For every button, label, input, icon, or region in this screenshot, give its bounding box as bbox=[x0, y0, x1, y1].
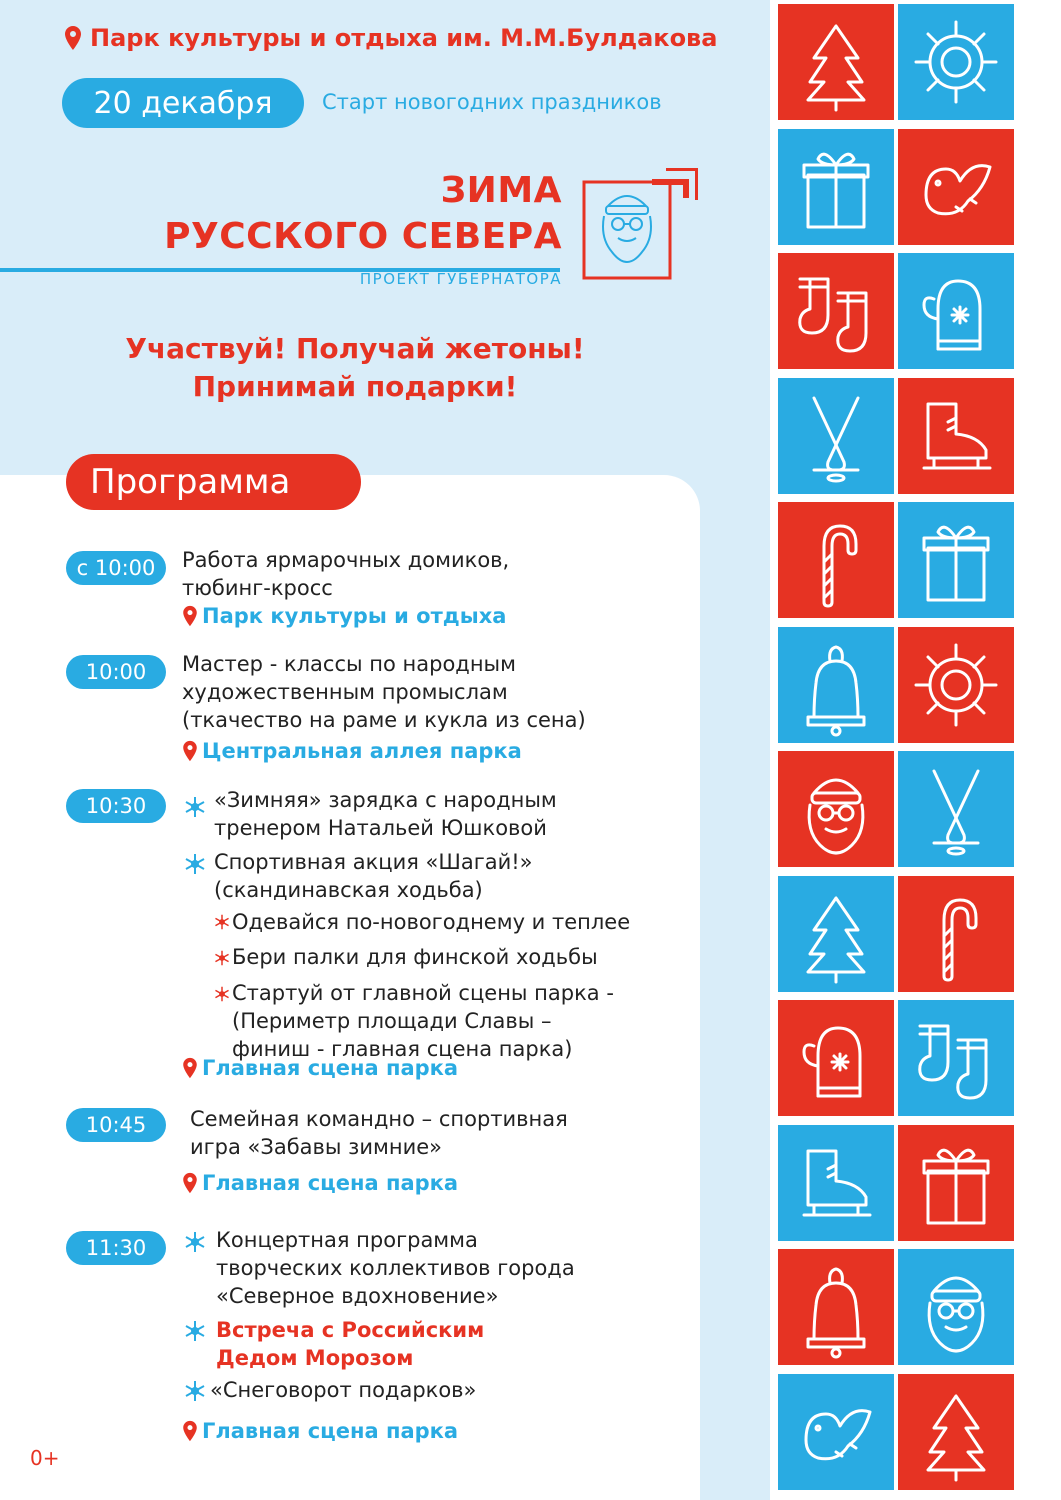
candy-cane-icon bbox=[778, 502, 894, 618]
socks-icon bbox=[898, 1000, 1014, 1116]
event-location bbox=[182, 1419, 458, 1443]
tile bbox=[898, 502, 1014, 618]
event-line: художественным промыслам bbox=[182, 680, 508, 704]
event-line: творческих коллективов города bbox=[216, 1256, 575, 1280]
time-badge: 10:30 bbox=[66, 789, 166, 823]
event-location-label: Парк культуры и отдыха bbox=[202, 604, 507, 628]
hockey-sticks-icon bbox=[778, 378, 894, 494]
santa-icon bbox=[778, 751, 894, 867]
tile bbox=[898, 1374, 1014, 1490]
tip-line: Стартуй от главной сцены парка - bbox=[232, 981, 614, 1005]
venue-name: Парк культуры и отдыха им. М.М.Булдакова bbox=[90, 24, 718, 52]
skate-icon bbox=[778, 1125, 894, 1241]
event-location bbox=[182, 1171, 458, 1195]
location-pin-icon bbox=[182, 1057, 198, 1079]
tile bbox=[778, 378, 894, 494]
slogan bbox=[60, 330, 650, 406]
snowflake-bullet-icon bbox=[184, 1231, 206, 1253]
time-badge: 10:45 bbox=[66, 1108, 166, 1142]
event-highlight-line: Дедом Морозом bbox=[216, 1346, 414, 1370]
location-pin-icon bbox=[182, 1172, 198, 1194]
event-text bbox=[182, 546, 509, 602]
event-text bbox=[182, 650, 586, 734]
location-pin-icon bbox=[182, 1420, 198, 1442]
event-location-label: Центральная аллея парка bbox=[202, 739, 522, 763]
time-badge: 11:30 bbox=[66, 1231, 166, 1265]
location-pin-icon bbox=[64, 25, 82, 51]
event-highlight bbox=[216, 1316, 484, 1372]
date-subtitle: Старт новогодних праздников bbox=[322, 90, 662, 114]
time-badge: 10:00 bbox=[66, 655, 166, 689]
gift-icon bbox=[778, 129, 894, 245]
event-line: тренером Натальей Юшковой bbox=[214, 816, 547, 840]
tile bbox=[778, 1125, 894, 1241]
mitten-icon bbox=[778, 1000, 894, 1116]
date-badge: 20 декабря bbox=[62, 78, 304, 128]
santa-logo-icon bbox=[582, 168, 698, 282]
tile bbox=[778, 502, 894, 618]
tile bbox=[778, 1374, 894, 1490]
event-location-label: Главная сцена парка bbox=[202, 1056, 459, 1080]
snowflake-bullet-icon bbox=[184, 853, 206, 875]
tile bbox=[898, 751, 1014, 867]
event-text: «Снеговорот подарков» bbox=[210, 1378, 477, 1402]
event-line: Мастер - классы по народным bbox=[182, 652, 516, 676]
snowflake-bullet-icon bbox=[184, 1380, 206, 1402]
event-line: игра «Забавы зимние» bbox=[190, 1135, 442, 1159]
tip-line: финиш - главная сцена парка) bbox=[232, 1037, 573, 1061]
event-location-label: Главная сцена парка bbox=[202, 1419, 459, 1443]
program-heading: Программа bbox=[66, 454, 361, 510]
tip-text: Бери палки для финской ходьбы bbox=[232, 945, 598, 969]
gift-icon bbox=[898, 502, 1014, 618]
time-badge: с 10:00 bbox=[66, 551, 166, 585]
event-location bbox=[182, 1056, 458, 1080]
gift-icon bbox=[898, 1125, 1014, 1241]
event-location bbox=[182, 739, 522, 763]
tip-text bbox=[232, 979, 614, 1063]
tile bbox=[778, 751, 894, 867]
event-line: «Северное вдохновение» bbox=[216, 1284, 499, 1308]
age-rating: 0+ bbox=[30, 1446, 60, 1470]
socks-icon bbox=[778, 253, 894, 369]
event-line: Семейная командно – спортивная bbox=[190, 1107, 568, 1131]
tree-icon bbox=[778, 876, 894, 992]
tile bbox=[898, 129, 1014, 245]
candy-cane-icon bbox=[898, 876, 1014, 992]
hockey-sticks-icon bbox=[898, 751, 1014, 867]
snowflake-small-icon bbox=[214, 986, 230, 1002]
tile bbox=[898, 378, 1014, 494]
snowflake-icon bbox=[898, 627, 1014, 743]
snowflake-small-icon bbox=[214, 950, 230, 966]
bird-icon bbox=[778, 1374, 894, 1490]
slogan-line2: Принимай подарки! bbox=[192, 370, 518, 403]
event-text bbox=[190, 1105, 568, 1161]
tile bbox=[898, 253, 1014, 369]
event-line: (скандинавская ходьба) bbox=[214, 878, 483, 902]
event-line: тюбинг-кросс bbox=[182, 576, 333, 600]
bird-icon bbox=[898, 129, 1014, 245]
bell-icon bbox=[778, 1249, 894, 1365]
tile bbox=[778, 129, 894, 245]
snowflake-bullet-icon bbox=[184, 796, 206, 818]
snowflake-small-icon bbox=[214, 914, 230, 930]
logo-subtitle: ПРОЕКТ ГУБЕРНАТОРА bbox=[359, 270, 562, 288]
tree-icon bbox=[778, 4, 894, 120]
tile bbox=[778, 4, 894, 120]
mitten-icon bbox=[898, 253, 1014, 369]
santa-icon bbox=[898, 1249, 1014, 1365]
tile bbox=[778, 627, 894, 743]
venue-location bbox=[64, 24, 717, 52]
event-line: Работа ярмарочных домиков, bbox=[182, 548, 510, 572]
event-highlight-line: Встреча с Российским bbox=[216, 1318, 485, 1342]
tile bbox=[898, 1000, 1014, 1116]
event-line: Концертная программа bbox=[216, 1228, 478, 1252]
event-text bbox=[214, 848, 533, 904]
event-location-label: Главная сцена парка bbox=[202, 1171, 459, 1195]
location-pin-icon bbox=[182, 605, 198, 627]
tip-text: Одевайся по-новогоднему и теплее bbox=[232, 910, 631, 934]
tile bbox=[898, 1249, 1014, 1365]
tile bbox=[778, 1000, 894, 1116]
tile bbox=[898, 627, 1014, 743]
skate-icon bbox=[898, 378, 1014, 494]
tile bbox=[898, 876, 1014, 992]
event-line: (ткачество на раме и кукла из сена) bbox=[182, 708, 586, 732]
snowflake-icon bbox=[898, 4, 1014, 120]
tile bbox=[778, 1249, 894, 1365]
tile bbox=[778, 253, 894, 369]
logo-title-line1: ЗИМА bbox=[440, 170, 562, 211]
tip-line: (Периметр площади Славы – bbox=[232, 1009, 552, 1033]
event-line: «Зимняя» зарядка с народным bbox=[214, 788, 557, 812]
event-text bbox=[216, 1226, 575, 1310]
event-location bbox=[182, 604, 506, 628]
snowflake-bullet-icon bbox=[184, 1320, 206, 1342]
tile bbox=[898, 1125, 1014, 1241]
tile bbox=[778, 876, 894, 992]
location-pin-icon bbox=[182, 740, 198, 762]
slogan-line1: Участвуй! Получай жетоны! bbox=[125, 332, 585, 365]
logo-title-line2: РУССКОГО СЕВЕРА bbox=[164, 216, 562, 257]
event-line: Спортивная акция «Шагай!» bbox=[214, 850, 533, 874]
tile bbox=[898, 4, 1014, 120]
tree-icon bbox=[898, 1374, 1014, 1490]
event-text bbox=[214, 786, 557, 842]
bell-icon bbox=[778, 627, 894, 743]
logo-emblem bbox=[582, 168, 698, 282]
